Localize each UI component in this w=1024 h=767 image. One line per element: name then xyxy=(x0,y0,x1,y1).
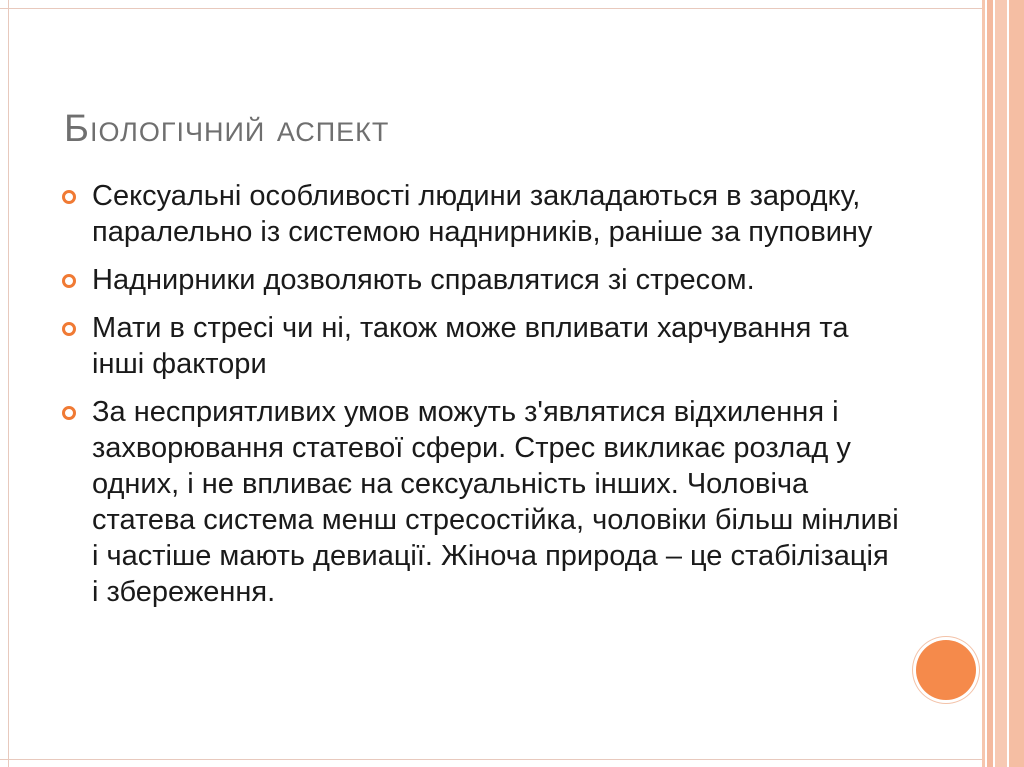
list-item xyxy=(62,178,902,250)
bullet-text: Мати в стресі чи ні, також може впливати харчування та інші фактори xyxy=(92,312,849,380)
decorative-stripes xyxy=(982,0,1024,767)
slide-title: Біологічний аспект xyxy=(64,108,390,150)
ring-bullet-icon xyxy=(62,322,76,336)
frame-line-bottom xyxy=(0,759,982,760)
list-item xyxy=(62,310,902,382)
ring-bullet-icon xyxy=(62,406,76,420)
stripe xyxy=(1009,0,1024,767)
bullet-text: Сексуальні особливості людини закладаються в зародку, паралельно із системою наднирників, раніше за пуповину xyxy=(92,180,873,248)
stripe xyxy=(995,0,1007,767)
frame-line-left xyxy=(8,0,9,767)
list-item xyxy=(62,394,902,610)
ring-bullet-icon xyxy=(62,274,76,288)
ring-bullet-icon xyxy=(62,190,76,204)
frame-line-top xyxy=(0,8,982,9)
orange-circle-icon xyxy=(916,640,976,700)
bullet-text: Наднирники дозволяють справлятися зі стресом. xyxy=(92,264,755,296)
list-item xyxy=(62,262,902,298)
bullet-text: За несприятливих умов можуть з'являтися відхилення і захворювання статевої сфери. Стрес викликає розлад у одних, і не впливає на сексуальність інших. Чоловіча статева система менш стресостійка, чоловіки більш мінливі і частіше мають девиації. Жіноча природа – це стабілізація і збереження. xyxy=(92,396,899,608)
bullet-list xyxy=(62,178,902,622)
